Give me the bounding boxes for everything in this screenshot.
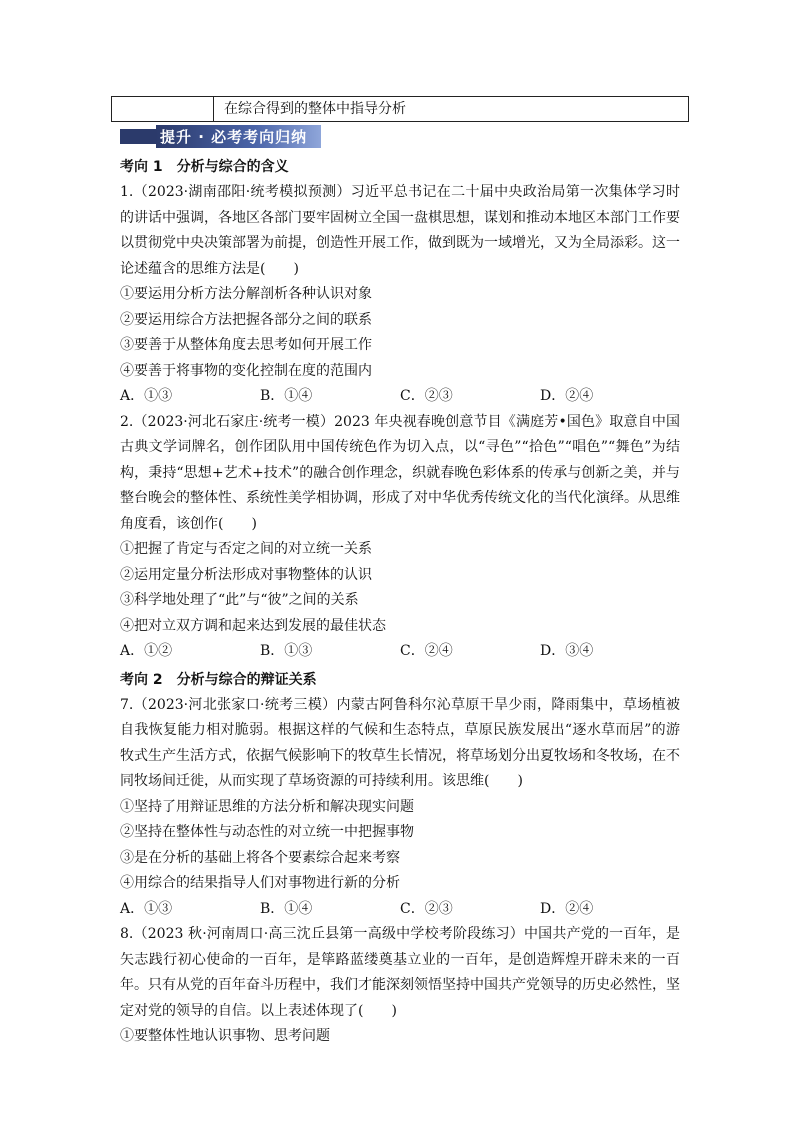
- question-1-choices: [120, 384, 680, 410]
- table-cell-text: 在综合得到的整体中指导分析: [224, 101, 406, 117]
- question-7-option-3: ③是在分析的基础上将各个要素综合起来考察: [120, 849, 400, 866]
- choice-a: A．①③: [120, 900, 173, 917]
- choice-b: B．①③: [260, 643, 313, 659]
- choice-c: C．②③: [400, 900, 453, 917]
- question-1-option-3: ③要善于从整体角度去思考如何开展工作: [120, 337, 372, 353]
- question-7-stem: 7.（2023·河北张家口·统考三模）内蒙古阿鲁科尔沁草原干旱少雨，降雨集中，草场植被自我恢复能力相对脆弱。根据这样的气候和生态特点，草原民族发展出“逐水草而居”的游牧式生产生活方式，依据气候影响下的牧草生长情况，将草场划分出夏牧场和冬牧场，在不同牧场间迁徙，从而实现了草场资源的可持续利用。该思维( ): [120, 696, 680, 789]
- choice-c: C．②④: [400, 643, 453, 659]
- table-row: [111, 96, 689, 122]
- question-7-option-2: ②坚持在整体性与动态性的对立统一中把握事物: [120, 824, 414, 840]
- question-2-stem: 2.（2023·河北石家庄·统考一模）2023 年央视春晚创意节目《满庭芳•国色》取意自中国古典文学词牌名，创作团队用中国传统色作为切入点，以“寻色”“拾色”“唱色”“舞色”为结构，秉持“思想+艺术+技术”的融合创作理念，织就春晚色彩体系的传承与创新之美，并与整台晚会的整体性、系统性美学相协调，形成了对中华优秀传统文化的当代化演绎。从思维角度看，该创作( ): [120, 413, 680, 532]
- table-cell-empty: [112, 97, 214, 121]
- question-1-option-4: ④要善于将事物的变化控制在度的范围内: [120, 362, 372, 379]
- choice-d: D．②④: [540, 900, 594, 917]
- question-1-option-1: ①要运用分析方法分解剖析各种认识对象: [120, 286, 372, 302]
- question-2-option-2: ②运用定量分析法形成对事物整体的认识: [120, 566, 372, 583]
- question-7-option-4: ④用综合的结果指导人们对事物进行新的分析: [120, 875, 400, 891]
- choice-d: D．③④: [540, 643, 594, 659]
- choice-a: A．①②: [120, 643, 173, 659]
- choice-c: C．②③: [400, 388, 453, 404]
- banner-bar-decoration: [120, 129, 156, 144]
- question-8-option-1: ①要整体性地认识事物、思考问题: [120, 1028, 330, 1044]
- section-banner: [120, 124, 321, 148]
- choice-b: B．①④: [260, 900, 313, 917]
- section-heading-2: 考向 2 分析与综合的辩证关系: [120, 671, 317, 688]
- question-7-option-1: ①坚持了用辩证思维的方法分析和解决现实问题: [120, 798, 414, 815]
- question-2-option-1: ①把握了肯定与否定之间的对立统一关系: [120, 541, 372, 557]
- question-2-option-4: ④把对立双方调和起来达到发展的最佳状态: [120, 617, 386, 634]
- question-7-choices: [120, 897, 680, 923]
- question-1-option-2: ②要运用综合方法把握各部分之间的联系: [120, 311, 372, 328]
- choice-b: B．①④: [260, 388, 313, 404]
- question-2-option-3: ③科学地处理了“此”与“彼”之间的关系: [120, 592, 359, 608]
- question-8-stem: 8.（2023 秋·河南周口·高三沈丘县第一高级中学校考阶段练习）中国共产党的一百年，是矢志践行初心使命的一百年，是筚路蓝缕奠基立业的一百年，是创造辉煌开辟未来的一百年。只有从党的百年奋斗历程中，我们才能深刻领悟坚持中国共产党领导的历史必然性，坚定对党的领导的自信。以上表述体现了( ): [120, 926, 680, 1019]
- choice-d: D．②④: [540, 388, 594, 404]
- section-heading-1: 考向 1 分析与综合的含义: [120, 159, 289, 175]
- choice-a: A．①③: [120, 388, 173, 404]
- banner-title: 提升 · 必考考向归纳: [156, 125, 321, 148]
- question-2-choices: [120, 639, 680, 665]
- exercise-content: [120, 152, 680, 1050]
- question-1-stem: 1.（2023·湖南邵阳·统考模拟预测）习近平总书记在二十届中央政治局第一次集体学习时的讲话中强调，各地区各部门要牢固树立全国一盘棋思想，谋划和推动本地区本部门工作要以贯彻党中央决策部署为前提，创造性开展工作，做到既为一域增光，又为全局添彩。这一论述蕴含的思维方法是( ): [120, 184, 680, 277]
